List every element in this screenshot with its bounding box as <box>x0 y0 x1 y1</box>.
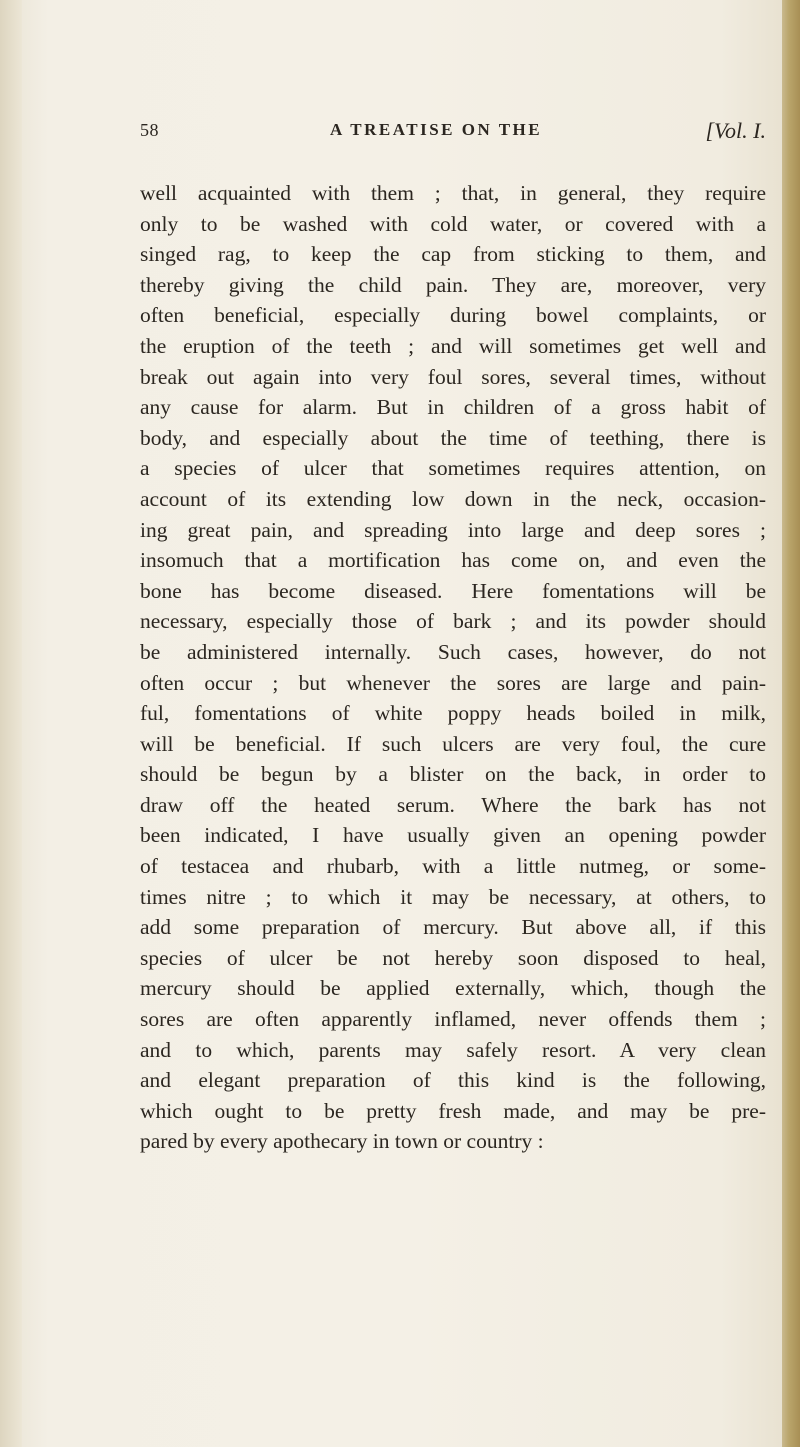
text-line: a species of ulcer that sometimes requires attention, on <box>140 456 766 481</box>
text-line: which ought to be pretty fresh made, and may be pre- <box>140 1098 766 1123</box>
text-line: often occur ; but whenever the sores are large and pain- <box>140 670 766 695</box>
text-line: break out again into very foul sores, several times, without <box>140 364 766 389</box>
text-line: insomuch that a mortification has come on, and even the <box>140 548 766 573</box>
text-line: any cause for alarm. But in children of a gross habit of <box>140 395 766 420</box>
text-line: pared by every apothecary in town or country : <box>140 1129 544 1154</box>
text-line: and elegant preparation of this kind is the following, <box>140 1068 766 1093</box>
text-line: mercury should be applied externally, which, though the <box>140 976 766 1001</box>
text-line: the eruption of the teeth ; and will sometimes get well and <box>140 333 766 358</box>
page-number: 58 <box>140 120 159 140</box>
body-paragraph <box>140 178 766 1157</box>
text-line: ful, fomentations of white poppy heads boiled in milk, <box>140 701 766 726</box>
text-line: should be begun by a blister on the back, in order to <box>140 762 766 787</box>
text-line: will be beneficial. If such ulcers are very foul, the cure <box>140 731 766 756</box>
page-left-edge <box>0 0 22 1447</box>
text-line: sores are often apparently inflamed, never offends them ; <box>140 1007 766 1032</box>
page-edge-gutter <box>782 0 800 1447</box>
text-line: often beneficial, especially during bowel complaints, or <box>140 303 766 328</box>
text-line: body, and especially about the time of teething, there is <box>140 425 766 450</box>
volume-label: [Vol. I. <box>705 118 766 143</box>
text-line: well acquainted with them ; that, in general, they require <box>140 181 766 205</box>
text-line: singed rag, to keep the cap from sticking to them, and <box>140 242 766 267</box>
text-line: bone has become diseased. Here fomentations will be <box>140 578 766 603</box>
text-line: times nitre ; to which it may be necessary, at others, to <box>140 884 766 909</box>
text-line: ing great pain, and spreading into large and deep sores ; <box>140 517 766 542</box>
text-line: account of its extending low down in the neck, occasion- <box>140 486 766 511</box>
text-line: necessary, especially those of bark ; and its powder should <box>140 609 766 634</box>
text-line: of testacea and rhubarb, with a little nutmeg, or some- <box>140 854 766 879</box>
text-line: add some preparation of mercury. But above all, if this <box>140 915 766 940</box>
text-line: species of ulcer be not hereby soon disposed to heal, <box>140 945 766 970</box>
page-header <box>140 120 766 150</box>
text-line: thereby giving the child pain. They are, moreover, very <box>140 272 766 297</box>
running-title: A TREATISE ON THE <box>330 120 543 139</box>
text-line: only to be washed with cold water, or covered with a <box>140 211 766 236</box>
text-line: and to which, parents may safely resort. A very clean <box>140 1037 766 1062</box>
text-line: be administered internally. Such cases, however, do not <box>140 639 766 664</box>
text-line: been indicated, I have usually given an opening powder <box>140 823 766 848</box>
text-line: draw off the heated serum. Where the bark has not <box>140 792 766 817</box>
